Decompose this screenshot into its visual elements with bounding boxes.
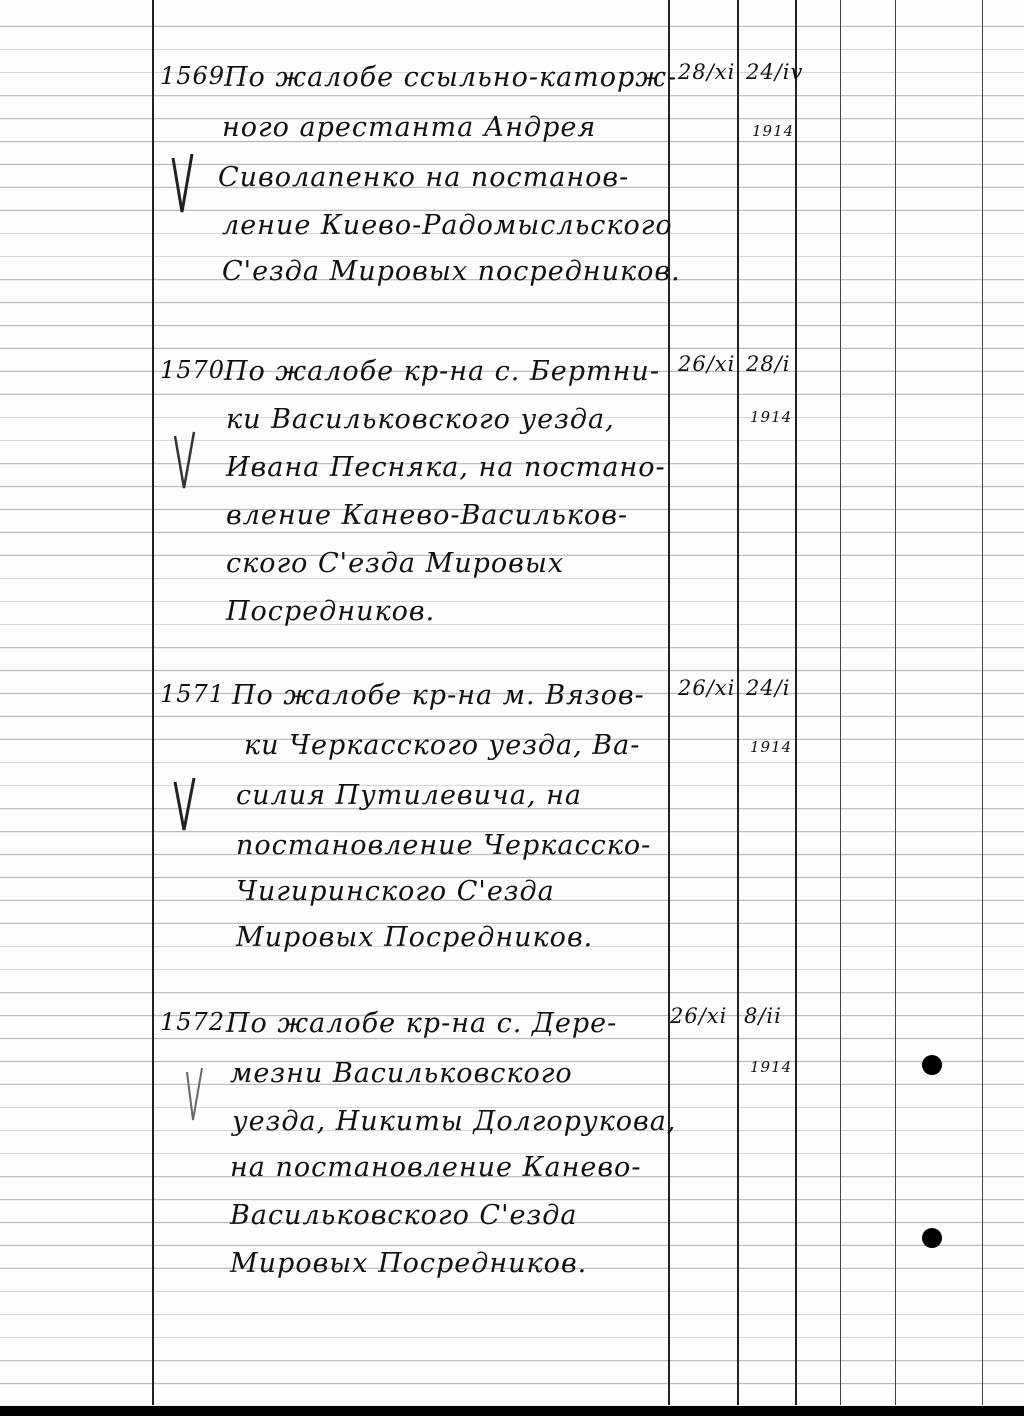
entry-line: ки Васильковского уезда, — [226, 404, 615, 435]
date-received: 28/xi — [678, 60, 736, 84]
entry-line: на постановление Канево- — [230, 1152, 642, 1183]
checkmark-icon — [184, 1066, 206, 1126]
entry-number: 1569 — [160, 62, 226, 90]
year-resolved: 1914 — [752, 122, 795, 140]
year-resolved: 1914 — [750, 738, 793, 756]
punch-hole — [922, 1055, 942, 1075]
entry-number: 1571 — [160, 680, 226, 708]
column-divider-date-out — [795, 0, 797, 1405]
checkmark-icon — [172, 430, 198, 494]
date-received: 26/xi — [670, 1004, 728, 1028]
date-resolved: 24/iv — [746, 60, 804, 84]
entry-line: По жалобе кр-на с. Бертни- — [224, 356, 660, 387]
date-received: 26/xi — [678, 352, 736, 376]
entry-line: ление Киево-Радомысльского — [222, 210, 673, 241]
entry-line: По жалобе ссыльно-каторж- — [224, 62, 678, 93]
date-received: 26/xi — [678, 676, 736, 700]
date-resolved: 8/ii — [744, 1004, 782, 1028]
column-divider-extra-2 — [895, 0, 896, 1405]
margin-line — [152, 0, 154, 1405]
entry-line: ского С'езда Мировых — [226, 548, 565, 579]
date-resolved: 28/i — [746, 352, 791, 376]
entry-number: 1570 — [160, 356, 226, 384]
entry-line: постановление Черкасско- — [236, 830, 652, 861]
entry-line: ки Черкасского уезда, Ва- — [244, 730, 641, 761]
year-resolved: 1914 — [750, 408, 793, 426]
entry-line: Посредников. — [226, 596, 436, 627]
entry-line: вление Канево-Васильков- — [226, 500, 629, 531]
punch-hole — [922, 1228, 942, 1248]
entry-line: Мировых Посредников. — [230, 1248, 588, 1279]
entry-line: Васильковского С'езда — [230, 1200, 578, 1231]
checkmark-icon — [172, 776, 198, 836]
entry-line: По жалобе кр-на м. Вязов- — [232, 680, 645, 711]
entry-line: уезда, Никиты Долгорукова, — [232, 1106, 677, 1137]
entry-line: С'езда Мировых посредников. — [222, 256, 681, 287]
entry-line: Сиволапенко на постанов- — [218, 162, 630, 193]
entry-line: мезни Васильковского — [230, 1058, 573, 1089]
entry-line: Ивана Песняка, на постано- — [226, 452, 666, 483]
entry-line: По жалобе кр-на с. Дере- — [226, 1008, 618, 1039]
entry-number: 1572 — [160, 1008, 226, 1036]
date-resolved: 24/i — [746, 676, 791, 700]
entry-line: ного арестанта Андрея — [222, 112, 597, 143]
year-resolved: 1914 — [750, 1058, 793, 1076]
entry-line: Чигиринского С'езда — [236, 876, 555, 907]
page-bottom-edge — [0, 1406, 1024, 1416]
checkmark-icon — [170, 150, 196, 220]
entry-line: Мировых Посредников. — [236, 922, 594, 953]
column-divider-date-in — [737, 0, 739, 1405]
entry-line: силия Путилевича, на — [236, 780, 582, 811]
right-edge-line — [982, 0, 983, 1405]
column-divider-extra-1 — [840, 0, 841, 1405]
